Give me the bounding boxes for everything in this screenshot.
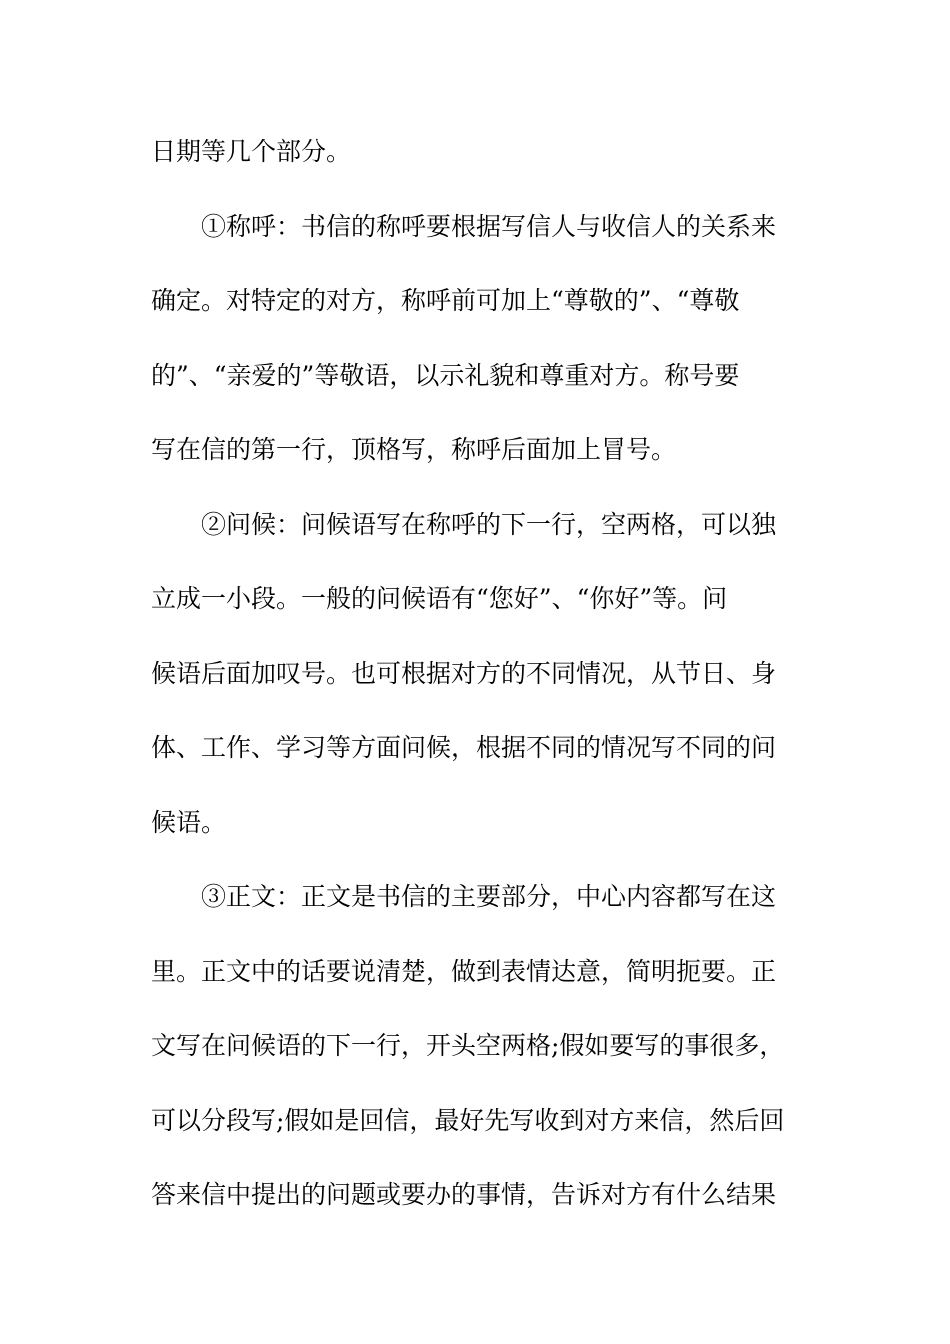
text-line: 立成一小段。一般的问候语有“您好”、“你好”等。问 <box>151 584 728 613</box>
text-line: 文写在问候语的下一行，开头空两格;假如要写的事很多， <box>151 1031 785 1060</box>
text-line: 的”、“亲爱的”等敬语，以示礼貌和尊重对方。称号要 <box>151 360 740 390</box>
text-line: 体、工作、学习等方面问候，根据不同的情况写不同的问 <box>151 733 777 762</box>
text-line: 确定。对特定的对方，称呼前可加上“尊敬的”、“尊敬 <box>151 286 740 315</box>
text-line: ②问候：问候语写在称呼的下一行，空两格，可以独 <box>201 509 777 539</box>
text-line: ③正文：正文是书信的主要部分，中心内容都写在这 <box>201 882 777 911</box>
text-line: 候语。 <box>151 807 227 837</box>
text-line: 日期等几个部分。 <box>151 137 352 166</box>
text-line: 可以分段写;假如是回信，最好先写收到对方来信，然后回 <box>151 1105 785 1135</box>
document-body <box>151 127 801 1245</box>
text-line: 候语后面加叹号。也可根据对方的不同情况，从节日、身 <box>151 658 777 688</box>
text-line: 答来信中提出的问题或要办的事情，告诉对方有什么结果 <box>151 1180 777 1209</box>
text-line: 写在信的第一行，顶格写，称呼后面加上冒号。 <box>151 435 677 464</box>
text-line: ①称呼：书信的称呼要根据写信人与收信人的关系来 <box>201 211 777 241</box>
text-line: 里。正文中的话要说清楚，做到表情达意，简明扼要。正 <box>151 956 777 986</box>
